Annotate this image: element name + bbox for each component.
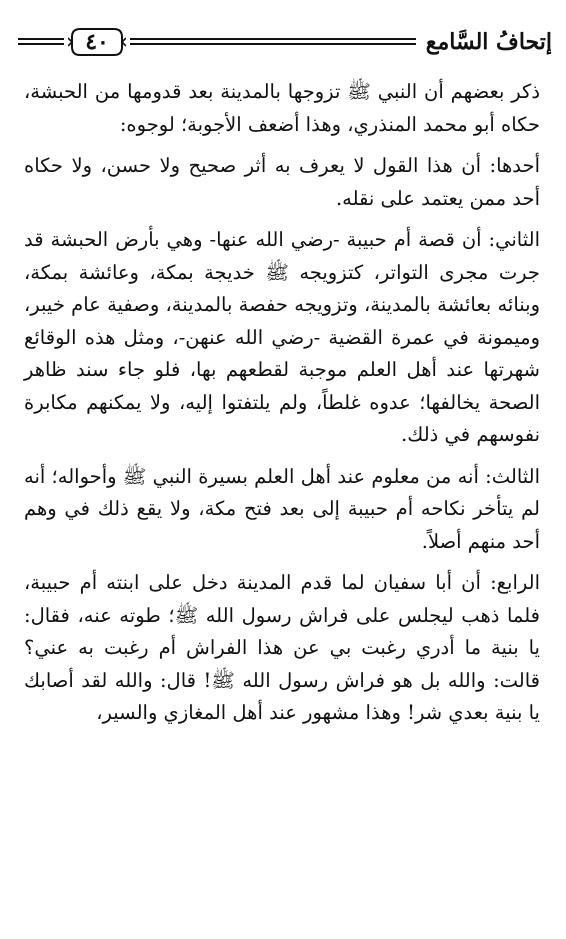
paragraph-intro: ذكر بعضهم أن النبي ﷺ تزوجها بالمدينة بعد قدومها من الحبشة، حكاه أبو محمد المنذري، وهذا أضعف الأجوبة؛ لوجوه: xyxy=(24,80,540,136)
paragraph-fourth: الرابع: أن أبا سفيان لما قدم المدينة دخل على ابنته أم حبيبة، فلما ذهب ليجلس على فراش رسول الله ﷺ؛ طوته عنه، فقال: يا بنية ما أدري رغبت بي عن هذا الفراش أم رغبت به عني؟ قالت: والله بل هو فراش رسول الله ﷺ! قال: والله لقد أصابك يا بنية بعدي شر! وهذا مشهور عند أهل المغازي والسير، xyxy=(24,571,540,724)
page-number-ornament xyxy=(68,25,126,59)
header-rule-right xyxy=(18,37,64,47)
paragraph-third: الثالث: أنه من معلوم عند أهل العلم بسيرة النبي ﷺ وأحواله؛ أنه لم يتأخر نكاحه أم حبيبة إلى بعد فتح مكة، ولا يقع ذلك في وهم أحد منهم أصلاً. xyxy=(24,464,540,553)
page-header xyxy=(14,22,552,62)
main-text xyxy=(24,76,540,730)
running-title: إتحافُ السَّامع xyxy=(425,29,552,55)
paragraph-first: أحدها: أن هذا القول لا يعرف به أثر صحيح ولا حسن، ولا حكاه أحد ممن يعتمد على نقله. xyxy=(24,154,540,210)
paragraph-second: الثاني: أن قصة أم حبيبة -رضي الله عنها- وهي بأرض الحبشة قد جرت مجرى التواتر، كتزويجه ﷺ خديجة بمكة، وعائشة بمكة، وبنائه بعائشة بالمدينة، وتزويجه حفصة بالمدينة، وصفية عام خيبر، وميمونة في عمرة القضية -رضي الله عنهن-، ومثل هذه الوقائع شهرتها عند أهل العلم موجبة لقطعهم بها، فلو جاء سند ظاهر الصحة يخالفها؛ عدوه غلطاً، ولم يلتفتوا إليه، ولا يمكنهم مكابرة نفوسهم في ذلك. xyxy=(24,228,540,446)
page-number: ٤٠ xyxy=(85,29,109,55)
header-rule-left xyxy=(130,37,416,47)
